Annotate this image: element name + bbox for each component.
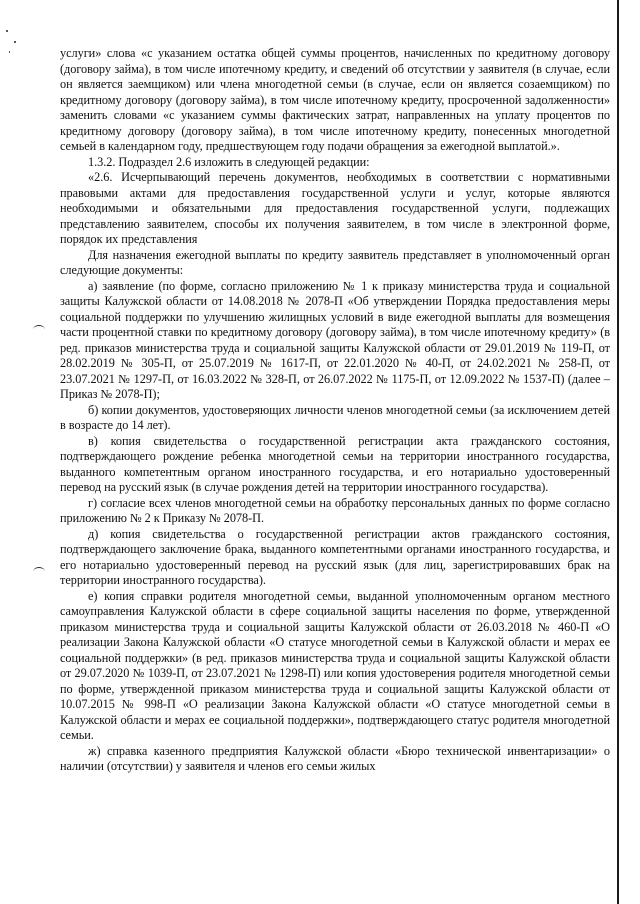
paragraph-item-b: б) копии документов, удостоверяющих личности членов многодетной семьи (за исключением детей в возрасте до 14 лет). — [60, 402, 610, 432]
paragraph-item-e: е) копия справки родителя многодетной семьи, выданной уполномоченным органом местного самоуправления Калужской области в сфере социальной защиты населения по форме, утвержденной приказом министерства труда и социальной защиты Калужской области от 26.03.2018 № 460-П «О реализации Закона Калужской области «О статусе многодетной семьи в Калужской области и мерах ее социальной поддержки» (в ред. приказов министерства труда и социальной защиты Калужской области от 29.07.2020 № 1039-П, от 23.07.2021 № 1298-П) или копия удостоверения родителя многодетной семьи по форме, утвержденной приказом министерства труда и социальной защиты Калужской области от 10.07.2015 № 998-П «О реализации Закона Калужской области «О статусе многодетной семьи в Калужской области и мерах ее социальной поддержки», подтверждающего статус родителя многодетной семьи. — [60, 588, 610, 742]
paragraph-2-6-heading: «2.6. Исчерпывающий перечень документов, необходимых в соответствии с нормативными правовыми актами для предоставления государственной услуги и услуг, которые являются необходимыми и обязательными для предоставления государственной услуги, подлежащих представлению заявителем, способы их получения заявителем, в том числе в электронной форме, порядок их представления — [60, 170, 610, 246]
scan-speck — [9, 51, 10, 53]
scan-margin-line — [617, 0, 619, 904]
paragraph-item-d: д) копия свидетельства о государственной регистрации актов гражданского состояния, подтверждающего заключение брака, выданного компетентными органами иностранного государства, и его нотариально удостоверенный перевод на русский язык (для лиц, зарегистрировавших брак на территории иностранного государства). — [60, 526, 610, 587]
document-page — [60, 46, 610, 775]
punch-mark — [33, 325, 45, 334]
scan-speck — [6, 30, 8, 32]
paragraph-intro: Для назначения ежегодной выплаты по кредиту заявитель представляет в уполномоченный орган следующие документы: — [60, 247, 610, 277]
paragraph-item-zh: ж) справка казенного предприятия Калужской области «Бюро технической инвентаризации» о наличии (отсутствии) у заявителя и членов его семьи жилых — [60, 743, 610, 773]
paragraph-continuation: услуги» слова «с указанием остатка общей суммы процентов, начисленных по кредитному договору (договору займа), в том числе ипотечному кредиту, и сведений об отсутствии у заявителя (в случае, если он является заемщиком) или члена многодетной семьи (в случае, если он является созаемщиком) по кредитному договору (договору займа), в том числе ипотечному кредиту, просроченной задолженности» заменить словами «с указанием суммы фактических затрат, направленных на уплату процентов по кредитному договору (договору займа), в том числе ипотечному кредиту, понесенных многодетной семьей в календарном году, предшествующем году подачи обращения за ежегодной выплатой.». — [60, 46, 610, 153]
paragraph-1-3-2: 1.3.2. Подраздел 2.6 изложить в следующей редакции: — [88, 154, 370, 169]
paragraph-item-a: а) заявление (по форме, согласно приложению № 1 к приказу министерства труда и социальной защиты Калужской области от 14.08.2018 № 2078-П «Об утверждении Порядка предоставления меры социальной поддержки по улучшению жилищных условий в виде ежегодной выплаты для возмещения части процентной ставки по кредитному договору (договору займа), в том числе ипотечному кредиту» (в ред. приказов министерства труда и социальной защиты Калужской области от 29.01.2019 № 119-П, от 28.02.2019 № 305-П, от 25.07.2019 № 1617-П, от 22.01.2020 № 40-П, от 24.02.2021 № 258-П, от 23.07.2021 № 1297-П, от 16.03.2022 № 328-П, от 26.07.2022 № 1175-П, от 12.09.2022 № 1537-П) (далее – Приказ № 2078-П); — [60, 278, 610, 401]
paragraph-item-g: г) согласие всех членов многодетной семьи на обработку персональных данных по форме согласно приложению № 2 к Приказу № 2078-П. — [60, 495, 610, 525]
punch-mark — [33, 567, 45, 576]
scan-speck — [14, 41, 16, 43]
paragraph-item-v: в) копия свидетельства о государственной регистрации акта гражданского состояния, подтверждающего рождение ребенка многодетной семьи на территории иностранного государства, выданного компетентным органом иностранного государства, и его нотариально удостоверенный перевод на русский язык (в случае рождения детей на территории иностранного государства). — [60, 433, 610, 494]
